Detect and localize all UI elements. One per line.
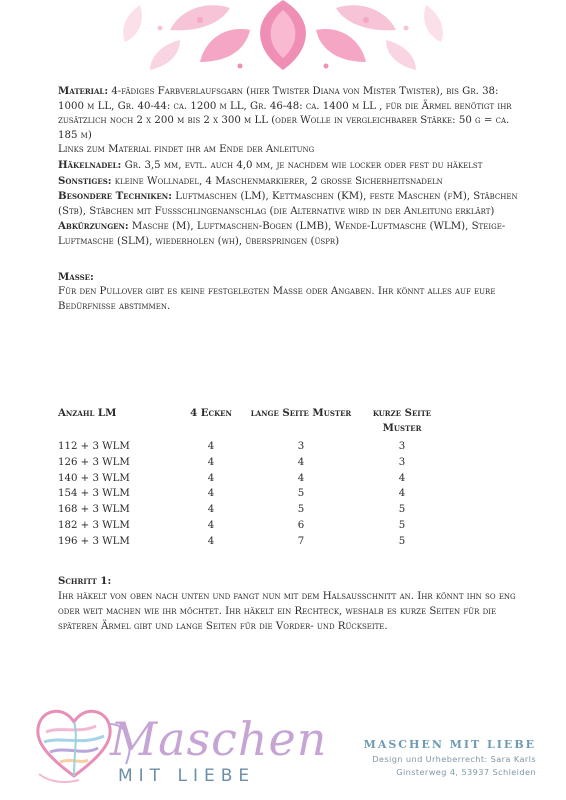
table-cell: 4 [207,535,215,547]
table-row [58,439,451,455]
table-row [58,534,451,550]
table-cell: 3 [398,456,406,468]
footer-credits [364,738,536,777]
table-row [58,486,451,502]
step-section [58,574,518,634]
table-header-cell: lange Seite Muster [250,407,352,419]
floral-header-ornament [0,0,566,78]
table-cell: 5 [297,504,305,516]
brand-logo-subtext: MIT LIEBE [118,766,256,786]
table-cell: 5 [398,504,406,516]
stitch-table [58,406,451,550]
sonstiges-label: Sonstiges: [58,174,112,187]
table-cell: 7 [297,535,305,547]
table-cell: 112 + 3 WLM [58,441,130,452]
table-cell: 4 [297,456,305,468]
table-cell: 4 [207,504,215,516]
masse-heading: Masse: [58,270,94,283]
table-cell: 5 [398,535,406,547]
table-cell: 168 + 3 WLM [58,504,130,516]
table-cell: 3 [398,441,406,452]
table-cell: 5 [398,519,406,531]
table-row [58,455,451,471]
table-cell: 126 + 3 WLM [58,456,130,468]
table-cell: 4 [398,472,406,484]
techniken-text: Luftmaschen (LM), Kettmaschen (KM), feste Maschen (fM), Stäbchen (Stb), Stäbchen mit Fussschlingenanschlag (die Alternative wird in der Anleitung erklärt) [58,191,518,217]
table-cell: 182 + 3 WLM [58,519,130,531]
table-cell: 4 [207,441,215,452]
table-row [58,502,451,518]
table-cell: 4 [207,472,215,484]
table-cell: 4 [297,472,305,484]
table-cell: 4 [207,488,215,500]
brand-logo-text: Maschen [110,712,328,766]
sonstiges-text: kleine Wollnadel, 4 Maschenmarkierer, 2 grosse Sicherheitsnadeln [111,175,443,187]
material-label: Material: [58,85,109,97]
footer-address: Ginsterweg 4, 53937 Schleiden [396,767,536,777]
haekelnadel-text: Gr. 3,5 mm, evtl. auch 4,0 mm, je nachdem wie locker oder fest du häkelst [121,159,483,171]
step-heading: Schritt 1: [58,575,112,587]
table-header-cell: kurze Seite Muster [372,407,432,434]
material-text: 4-fädiges Farbverlaufsgarn (hier Twister Diana von Mister Twister), bis Gr. 38: 1000 m LL, Gr. 40-44: ca. 1200 m LL, Gr. 46-48: ca. 1400 m LL , für die Ärmel benötigt ihr zusätzlich noch 2 x 200 m bis 2 x 300 m LL (oder Wolle in vergleichbarer Stärke: 50 g = ca. 185 m) [58,86,512,141]
table-cell: 4 [398,488,406,500]
masse-text: Für den Pullover gibt es keine festgelegten Masse oder Angaben. Ihr könnt alles auf eure Bedürfnisse abstimmen. [58,286,496,312]
material-links-note: Links zum Material findet ihr am Ende der Anleitung [58,144,315,156]
table-cell: 4 [207,456,215,468]
table-cell: 196 + 3 WLM [58,535,130,547]
abkuerzungen-text: Masche (M), Luftmaschen-Bogen (LMB), Wende-Luftmasche (WLM), Steige-Luftmasche (SLM), wiederholen (wh), überspringen (üspr) [58,221,506,247]
table-row [58,471,451,487]
table-cell: 5 [297,488,305,500]
table-cell: 154 + 3 WLM [58,488,130,500]
abkuerzungen-label: Abkürzungen: [58,220,129,233]
table-header-cell: Anzahl LM [58,407,117,419]
table-header-cell: 4 Ecken [190,407,232,419]
step-text: Ihr häkelt von oben nach unten und fangt nun mit dem Halsausschnitt an. Ihr könnt ihn so eng oder weit machen wie ihr möchtet. Ihr häkelt ein Rechteck, weshalb es kurze Seiten für die späteren Ärmel gibt und lange Seiten für die Vorder- und Rückseite. [58,591,516,632]
material-section [58,84,518,314]
haekelnadel-label: Häkelnadel: [58,158,122,171]
table-cell: 4 [207,519,215,531]
table-cell: 6 [297,519,305,531]
footer-copyright: Design und Urheberrecht: Sara Karls [372,754,536,764]
table-row [58,518,451,534]
table-cell: 3 [297,441,305,452]
techniken-label: Besondere Techniken: [58,190,172,203]
table-cell: 140 + 3 WLM [58,472,130,484]
footer-title: MASCHEN MIT LIEBE [363,738,536,751]
table-header [58,406,451,438]
